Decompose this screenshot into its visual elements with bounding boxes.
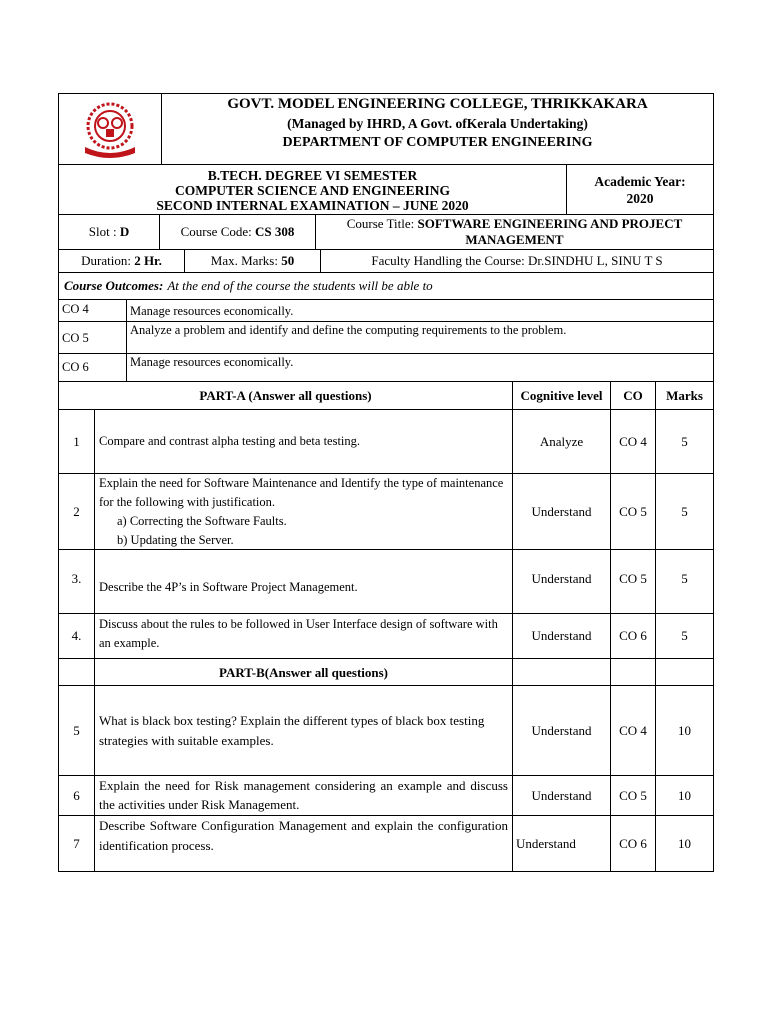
question-marks: 5	[681, 433, 688, 449]
course-outcomes-intro: At the end of the course the students will be able to	[167, 278, 433, 293]
co-header: CO	[611, 382, 656, 409]
question-subpart: a) Correcting the Software Faults.	[117, 514, 287, 528]
outcome-row	[58, 300, 714, 322]
question-text: Describe the 4P’s in Software Project Management.	[95, 550, 513, 613]
academic-year-value: 2020	[626, 191, 654, 206]
managed-by: (Managed by IHRD, A Govt. ofKerala Undertaking)	[287, 116, 588, 131]
exam-paper	[58, 93, 714, 872]
course-outcome: CO 5	[611, 776, 656, 815]
college-emblem-icon	[79, 99, 141, 159]
question-marks: 5	[681, 628, 688, 643]
question-number: 7	[59, 816, 95, 871]
academic-year-label: Academic Year:	[594, 174, 686, 189]
degree-line-1: B.TECH. DEGREE VI SEMESTER	[207, 168, 418, 183]
outcome-id: CO 5	[59, 322, 127, 353]
question-number: 5	[59, 686, 95, 775]
department-name: DEPARTMENT OF COMPUTER ENGINEERING	[282, 135, 593, 150]
outcome-id: CO 6	[59, 354, 127, 381]
college-title-block	[162, 94, 713, 164]
course-title-cell	[316, 215, 713, 249]
question-marks: 10	[678, 722, 691, 738]
question-number: 3.	[59, 550, 95, 613]
question-marks: 5	[681, 503, 688, 519]
outcome-id: CO 4	[59, 300, 127, 321]
course-title-value: SOFTWARE ENGINEERING AND PROJECT MANAGEMENT	[417, 216, 683, 247]
part-a-header-row	[58, 382, 714, 410]
duration-cell	[59, 250, 185, 272]
course-outcome: CO 5	[611, 550, 656, 613]
empty-cell	[513, 659, 611, 685]
empty-cell	[59, 659, 95, 685]
question-row	[58, 776, 714, 816]
question-row	[58, 816, 714, 872]
course-outcome: CO 6	[611, 614, 656, 658]
course-outcome: CO 5	[611, 474, 656, 549]
question-text-block	[95, 474, 513, 549]
part-b-header-row	[58, 659, 714, 686]
cognitive-level: Understand	[513, 776, 611, 815]
slot-label: Slot :	[88, 224, 117, 239]
question-text: Explain the need for Software Maintenance and Identify the type of maintenance for the following with justification.	[99, 476, 504, 509]
outcome-text: Analyze a problem and identify and define the computing requirements to the problem.	[130, 323, 567, 337]
question-marks: 5	[681, 571, 688, 586]
outcome-row	[58, 354, 714, 382]
cognitive-level: Understand	[513, 474, 611, 549]
course-code-value: CS 308	[255, 224, 295, 239]
exam-details-row	[58, 250, 714, 273]
duration-label: Duration:	[81, 253, 131, 268]
part-a-title	[59, 382, 513, 409]
duration-value: 2 Hr.	[134, 253, 162, 268]
faculty-cell: Faculty Handling the Course: Dr.SINDHU L, SINU T S	[371, 253, 663, 268]
outcome-row	[58, 322, 714, 354]
degree-line-2: COMPUTER SCIENCE AND ENGINEERING	[175, 183, 450, 198]
college-logo-cell	[59, 94, 162, 164]
course-title-label: Course Title:	[346, 216, 415, 231]
question-row	[58, 550, 714, 614]
question-row	[58, 474, 714, 550]
course-outcome: CO 6	[611, 816, 656, 871]
college-name: GOVT. MODEL ENGINEERING COLLEGE, THRIKKAKARA	[227, 96, 648, 112]
question-marks: 10	[678, 835, 691, 851]
degree-block	[59, 165, 567, 214]
course-outcome: CO 4	[611, 686, 656, 775]
cognitive-level-header: Cognitive level	[513, 382, 611, 409]
question-marks: 10	[678, 787, 691, 803]
course-outcomes-label: Course Outcomes:	[64, 278, 164, 293]
question-number: 4.	[59, 614, 95, 658]
question-number: 2	[59, 474, 95, 549]
course-info-row	[58, 215, 714, 250]
question-row	[58, 614, 714, 659]
slot-value: D	[119, 224, 130, 239]
marks-header: Marks	[666, 387, 703, 403]
cognitive-level: Understand	[513, 816, 611, 871]
question-text: Discuss about the rules to be followed in User Interface design of software with an example.	[95, 614, 513, 658]
empty-cell	[611, 659, 656, 685]
max-marks-cell	[185, 250, 321, 272]
course-code-cell	[160, 215, 316, 249]
question-row	[58, 686, 714, 776]
question-row	[58, 410, 714, 474]
question-text: What is black box testing? Explain the different types of black box testing strategies with suitable examples.	[95, 686, 513, 775]
outcome-text: Manage resources economically.	[130, 304, 294, 318]
course-outcomes-heading	[58, 273, 714, 300]
part-b-title: PART-B(Answer all questions)	[95, 659, 513, 685]
college-header	[58, 93, 714, 165]
question-number: 6	[59, 776, 95, 815]
question-text: Explain the need for Risk management considering an example and discuss the activities under Risk Management.	[95, 776, 513, 815]
question-number: 1	[59, 410, 95, 473]
course-outcome: CO 4	[611, 410, 656, 473]
cognitive-level: Understand	[513, 614, 611, 658]
academic-year	[567, 165, 713, 214]
empty-cell	[656, 659, 713, 685]
question-subpart: b) Updating the Server.	[117, 533, 234, 547]
degree-row	[58, 165, 714, 215]
cognitive-level: Analyze	[513, 410, 611, 473]
max-marks-label: Max. Marks:	[210, 253, 278, 268]
cognitive-level: Understand	[513, 550, 611, 613]
question-text: Compare and contrast alpha testing and beta testing.	[95, 410, 513, 473]
outcome-text: Manage resources economically.	[130, 355, 294, 369]
course-code-label: Course Code:	[180, 224, 252, 239]
degree-line-3: SECOND INTERNAL EXAMINATION – JUNE 2020	[156, 198, 469, 213]
part-a-title-text: PART-A (Answer all questions)	[199, 387, 372, 403]
cognitive-level: Understand	[513, 686, 611, 775]
question-text: Describe Software Configuration Management and explain the configuration identification process.	[95, 816, 513, 871]
slot-cell	[59, 215, 160, 249]
max-marks-value: 50	[281, 253, 295, 268]
